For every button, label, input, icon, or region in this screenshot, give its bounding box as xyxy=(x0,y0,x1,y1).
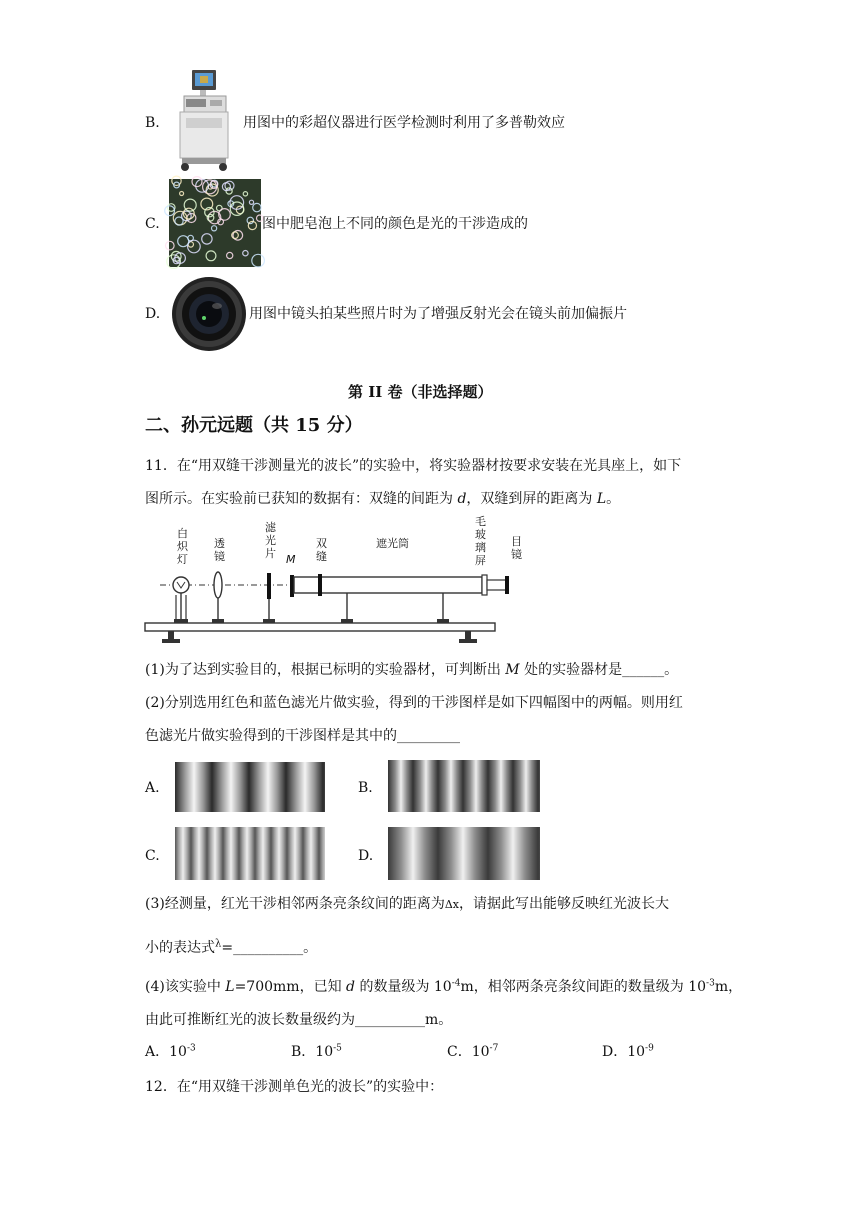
bubble xyxy=(206,251,216,261)
label-screen-2: 玻 xyxy=(475,528,486,541)
q11-intro-line1: 11．在“用双缝干涉测量光的波长”的实验中，将实验器材按要求安装在光具座上，如下 xyxy=(145,458,682,474)
option-c-text: 图中肥皂泡上不同的颜色是光的干涉造成的 xyxy=(262,216,528,232)
label-lamp-2: 炽 xyxy=(177,540,188,553)
choice-a[interactable]: A．$10^{-3}$ xyxy=(145,1043,196,1060)
ultrasound-machine-image xyxy=(170,70,238,172)
option-b-letter: B. xyxy=(145,115,160,131)
fringe-label-a: A. xyxy=(145,780,160,796)
fringe-label-b: B. xyxy=(358,780,373,796)
bubble xyxy=(166,241,175,250)
part2-title: 第 II 卷（非选择题） xyxy=(348,383,493,401)
label-m: M xyxy=(286,553,296,566)
label-filter-3: 片 xyxy=(265,547,276,560)
bubble xyxy=(253,203,261,211)
bubble xyxy=(178,236,189,247)
camera-lens-image xyxy=(171,276,247,352)
label-screen-4: 屏 xyxy=(475,554,486,567)
label-filter-2: 光 xyxy=(265,534,276,547)
fringe-pattern-c xyxy=(175,827,325,880)
option-c-letter: C. xyxy=(145,216,160,232)
q11-sub2-line1: (2)分别选用红色和蓝色滤光片做实验，得到的干涉图样是如下四幅图中的两幅。则用红 xyxy=(145,695,683,711)
label-eyepiece-1: 目 xyxy=(511,535,522,548)
q11-sub2-line2: 色滤光片做实验得到的干涉图样是其中的_________ xyxy=(145,728,460,744)
fringe-pattern-a xyxy=(175,762,325,812)
label-filter-1: 滤 xyxy=(265,521,276,534)
bubble xyxy=(249,200,253,204)
label-screen-1: 毛 xyxy=(475,515,486,528)
bubble xyxy=(212,226,217,231)
label-eyepiece-2: 镜 xyxy=(511,548,522,561)
q11-intro-line2: 图所示。在实验前已获知的数据有：双缝的间距为 d，双缝到屏的距离为 L。 xyxy=(145,491,621,507)
label-slit-1: 双 xyxy=(316,537,327,550)
q11-sub4-line2: 由此可推断红光的波长数量级约为__________m。 xyxy=(145,1012,453,1028)
bubble xyxy=(252,254,265,267)
choice-b[interactable]: B．$10^{-5}$ xyxy=(291,1043,342,1060)
q11-sub1: (1)为了达到实验目的，根据已标明的实验器材，可判断出 M 处的实验器材是______。 xyxy=(145,662,679,678)
fringe-pattern-b xyxy=(388,760,540,812)
label-lens-2: 镜 xyxy=(214,550,225,563)
section2-title: 二、孙元远题（共 15 分） xyxy=(145,415,363,436)
bubble xyxy=(202,234,212,244)
option-b-text: 用图中的彩超仪器进行医学检测时利用了多普勒效应 xyxy=(243,115,565,131)
bubble xyxy=(184,199,196,211)
bubble xyxy=(243,251,248,256)
label-slit-2: 缝 xyxy=(316,550,327,563)
option-d-letter: D. xyxy=(145,306,161,322)
label-screen-3: 璃 xyxy=(475,541,486,554)
bubble xyxy=(227,252,233,258)
choice-d[interactable]: D．$10^{-9}$ xyxy=(602,1043,654,1060)
label-tube: 遮光筒 xyxy=(376,537,409,550)
fringe-pattern-d xyxy=(388,827,540,880)
q11-sub4-line1: (4)该实验中 L=700mm，已知 d 的数量级为 $10^{-4}m$，相邻两条亮条纹间距的数量级为 $10^{-3}m$， xyxy=(145,978,743,995)
fringe-label-d: D. xyxy=(358,848,374,864)
soap-bubbles-image xyxy=(169,179,261,267)
label-lamp-1: 白 xyxy=(177,527,188,540)
label-lens-1: 透 xyxy=(214,537,225,550)
label-lamp-3: 灯 xyxy=(177,553,188,566)
q11-sub3-line2: 小的表达式$^\lambda$=__________。 xyxy=(145,938,318,956)
q11-sub3-line1: (3)经测量，红光干涉相邻两条亮条纹间的距离为Δx，请据此写出能够反映红光波长大 xyxy=(145,896,669,912)
bubble xyxy=(180,192,184,196)
bubble xyxy=(243,192,247,196)
bubble xyxy=(208,211,220,223)
fringe-label-c: C. xyxy=(145,848,160,864)
apparatus-diagram xyxy=(140,515,522,650)
q12-text: 12．在“用双缝干涉测单色光的波长”的实验中： xyxy=(145,1079,444,1095)
option-d-text: 用图中镜头拍某些照片时为了增强反射光会在镜头前加偏振片 xyxy=(249,306,627,322)
bubble xyxy=(175,217,183,225)
choice-c[interactable]: C．$10^{-7}$ xyxy=(447,1043,499,1060)
